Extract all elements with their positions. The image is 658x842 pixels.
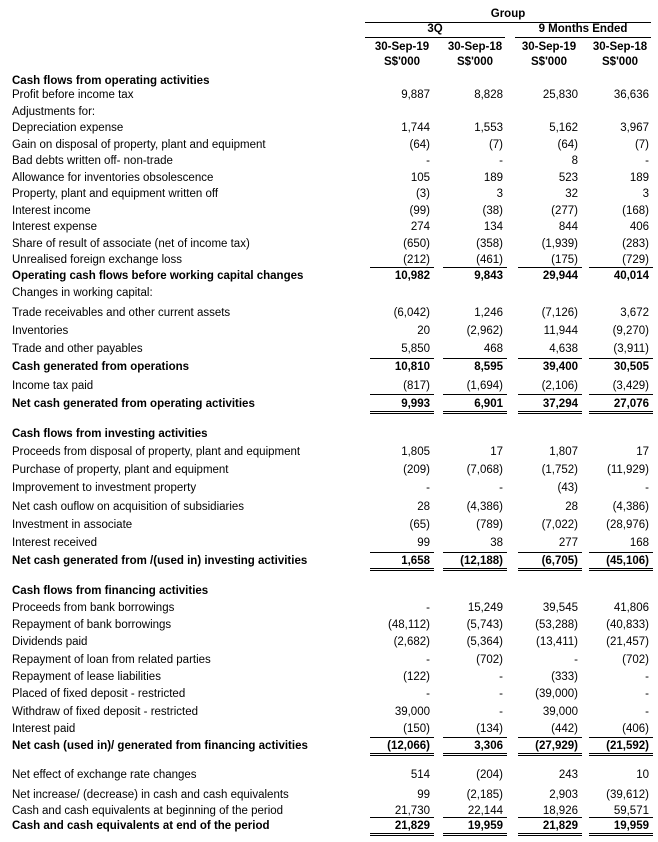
row-value-col-0: 514 (410, 769, 430, 781)
row-value-col-3: (21,457) (606, 636, 649, 648)
row-value-col-1: 3,306 (474, 740, 503, 752)
table-row (0, 517, 658, 533)
table-row (0, 236, 658, 252)
row-value-col-0: 105 (410, 172, 430, 184)
row-value-col-1: 134 (483, 221, 503, 233)
row-value-col-0: (64) (409, 139, 430, 151)
row-value-col-3: (7) (634, 139, 649, 151)
row-value-col-2: 844 (558, 221, 578, 233)
row-value-col-3: (40,833) (606, 619, 649, 631)
row-value-col-2: 32 (565, 188, 578, 200)
table-row (0, 378, 658, 394)
table-row (0, 341, 658, 357)
row-value-col-1: 15,249 (467, 602, 503, 614)
row-value-col-1: (702) (476, 654, 503, 666)
rule-line (443, 568, 507, 571)
row-label: Improvement to investment property (12, 482, 197, 494)
row-value-col-0: (3) (415, 188, 430, 200)
rule-line (370, 394, 434, 395)
row-value-col-1: (12,188) (460, 555, 503, 567)
row-value-col-1: 9,843 (474, 270, 503, 282)
row-value-col-3: - (645, 482, 649, 494)
rule-line (443, 267, 507, 268)
row-label: Cash flows from investing activities (12, 428, 208, 440)
row-value-col-2: 39,000 (542, 706, 578, 718)
table-row (0, 305, 658, 321)
row-value-col-3: (3,911) (613, 343, 649, 355)
row-value-col-1: 8,595 (474, 361, 503, 373)
rule-line (370, 267, 434, 268)
row-label: Repayment of loan from related parties (12, 654, 211, 666)
table-row (0, 600, 658, 616)
rule-line (370, 737, 434, 738)
table-row (0, 359, 658, 375)
row-value-col-3: 30,505 (613, 361, 649, 373)
row-value-col-0: 28 (417, 501, 430, 513)
row-value-col-3: 40,014 (613, 270, 649, 282)
period-3q-underline (365, 37, 505, 38)
row-value-col-0: 20 (417, 325, 430, 337)
row-value-col-1: 189 (483, 172, 503, 184)
row-value-col-3: 19,959 (613, 820, 649, 832)
row-value-col-3: (4,386) (612, 501, 649, 513)
row-label: Trade receivables and other current assets (12, 307, 231, 319)
row-value-col-2: (1,939) (541, 238, 578, 250)
row-value-col-0: - (426, 155, 430, 167)
row-value-col-0: 21,730 (394, 805, 430, 817)
row-label: Adjustments for: (12, 106, 96, 118)
row-value-col-2: (13,411) (536, 636, 578, 648)
row-value-col-3: (3,429) (612, 380, 649, 392)
rule-line (443, 358, 507, 359)
table-row (0, 426, 658, 442)
table-row (0, 617, 658, 633)
table-row (0, 480, 658, 496)
table-row (0, 285, 658, 301)
table-row (0, 170, 658, 186)
col-date-0: 30-Sep-19 (374, 41, 430, 53)
row-value-col-0: - (426, 482, 430, 494)
table-row (0, 634, 658, 650)
row-value-col-2: (6,705) (541, 555, 578, 567)
row-value-col-1: (38) (482, 205, 503, 217)
row-value-col-2: 5,162 (549, 122, 578, 134)
row-value-col-2: 37,294 (542, 398, 578, 410)
rule-line (370, 817, 434, 818)
row-value-col-1: (2,185) (466, 789, 503, 801)
row-label: Property, plant and equipment written off (12, 188, 219, 200)
table-row (0, 721, 658, 737)
row-label: Gain on disposal of property, plant and equipment (12, 139, 266, 151)
rule-line (370, 833, 434, 836)
row-value-col-3: 406 (629, 221, 649, 233)
row-value-col-2: 523 (558, 172, 578, 184)
row-value-col-0: - (426, 602, 430, 614)
row-value-col-1: 17 (490, 446, 503, 458)
row-label: Cash flows from financing activities (12, 585, 209, 597)
row-value-col-1: 468 (483, 343, 503, 355)
row-label: Proceeds from disposal of property, plant and equipment (12, 446, 301, 458)
rule-line (589, 267, 653, 268)
rule-line (589, 737, 653, 738)
row-value-col-0: (12,066) (387, 740, 430, 752)
table-row (0, 186, 658, 202)
row-label: Profit before income tax (12, 89, 134, 101)
col-unit-3: S$'000 (602, 56, 638, 68)
row-value-col-0: 1,805 (401, 446, 430, 458)
rule-line (589, 394, 653, 395)
row-value-col-2: (7,126) (541, 307, 578, 319)
table-row (0, 268, 658, 284)
rule-line (518, 753, 582, 756)
row-value-col-3: 10 (636, 769, 649, 781)
period-3q-header: 3Q (427, 23, 443, 35)
row-label: Inventories (12, 325, 69, 337)
rule-line (518, 411, 582, 414)
col-date-3: 30-Sep-18 (592, 41, 648, 53)
rule-line (443, 394, 507, 395)
row-value-col-0: 10,982 (394, 270, 430, 282)
row-value-col-2: 11,944 (543, 325, 578, 337)
row-value-col-1: - (499, 671, 503, 683)
table-row (0, 535, 658, 551)
row-label: Proceeds from bank borrowings (12, 602, 175, 614)
row-value-col-3: 3 (642, 188, 649, 200)
rule-line (370, 753, 434, 756)
table-row (0, 652, 658, 668)
row-label: Cash flows from operating activities (12, 75, 210, 87)
rule-line (443, 411, 507, 414)
row-label: Repayment of bank borrowings (12, 619, 172, 631)
row-value-col-3: (729) (622, 254, 649, 266)
row-value-col-3: 41,806 (613, 602, 649, 614)
row-value-col-0: 21,829 (394, 820, 430, 832)
row-value-col-0: (48,112) (388, 619, 430, 631)
row-value-col-2: 1,807 (549, 446, 578, 458)
row-value-col-1: 38 (490, 537, 503, 549)
row-value-col-1: - (499, 688, 503, 700)
row-label: Net cash generated from /(used in) investing activities (12, 555, 308, 567)
row-value-col-0: (99) (409, 205, 430, 217)
row-value-col-2: 29,944 (542, 270, 578, 282)
row-label: Income tax paid (12, 380, 94, 392)
table-row (0, 87, 658, 103)
row-label: Share of result of associate (net of income tax) (12, 238, 250, 250)
table-row (0, 444, 658, 460)
row-value-col-0: (150) (403, 723, 430, 735)
rule-line (518, 833, 582, 836)
row-value-col-1: (358) (476, 238, 503, 250)
table-row (0, 153, 658, 169)
row-value-col-0: 5,850 (401, 343, 430, 355)
row-value-col-3: (28,976) (606, 519, 649, 531)
col-unit-1: S$'000 (457, 56, 493, 68)
row-label: Operating cash flows before working capital changes (12, 270, 304, 282)
row-value-col-3: (45,106) (606, 555, 649, 567)
table-row (0, 704, 658, 720)
table-row (0, 787, 658, 803)
rule-line (370, 411, 434, 414)
row-value-col-0: (6,042) (393, 307, 430, 319)
rule-line (589, 753, 653, 756)
row-value-col-3: (9,270) (612, 325, 649, 337)
row-label: Unrealised foreign exchange loss (12, 254, 183, 266)
row-value-col-1: (7,068) (466, 464, 503, 476)
table-row (0, 553, 658, 569)
table-row (0, 203, 658, 219)
row-value-col-2: (333) (551, 671, 578, 683)
row-value-col-1: - (499, 706, 503, 718)
row-value-col-2: 2,903 (549, 789, 578, 801)
row-value-col-1: (5,743) (466, 619, 503, 631)
row-value-col-1: (4,386) (466, 501, 503, 513)
table-row (0, 396, 658, 412)
row-label: Dividends paid (12, 636, 88, 648)
row-value-col-3: 27,076 (613, 398, 649, 410)
row-value-col-1: 3 (496, 188, 503, 200)
table-row (0, 686, 658, 702)
row-value-col-0: (817) (403, 380, 430, 392)
table-row (0, 120, 658, 136)
row-label: Placed of fixed deposit - restricted (12, 688, 186, 700)
row-value-col-1: 19,959 (467, 820, 503, 832)
row-label: Interest income (12, 205, 91, 217)
row-value-col-2: (39,000) (535, 688, 578, 700)
col-date-1: 30-Sep-18 (447, 41, 503, 53)
row-value-col-0: (650) (403, 238, 430, 250)
rule-line (518, 358, 582, 359)
row-value-col-0: - (426, 654, 430, 666)
row-value-col-2: - (574, 654, 578, 666)
row-value-col-2: 39,400 (542, 361, 578, 373)
row-value-col-3: 168 (629, 537, 649, 549)
period-9m-underline (515, 37, 651, 38)
row-value-col-1: 1,553 (474, 122, 503, 134)
rule-line (370, 552, 434, 553)
row-value-col-2: 8 (571, 155, 578, 167)
row-label: Depreciation expense (12, 122, 124, 134)
row-value-col-0: 274 (410, 221, 430, 233)
row-value-col-1: (7) (488, 139, 503, 151)
rule-line (589, 817, 653, 818)
period-9m-header: 9 Months Ended (538, 23, 628, 35)
row-label: Purchase of property, plant and equipment (12, 464, 229, 476)
row-value-col-0: 9,887 (401, 89, 430, 101)
row-value-col-3: (168) (622, 205, 649, 217)
row-value-col-3: (702) (622, 654, 649, 666)
row-value-col-0: (2,682) (393, 636, 430, 648)
table-row (0, 767, 658, 783)
row-value-col-3: 3,967 (620, 122, 649, 134)
rule-line (589, 411, 653, 414)
row-value-col-0: 1,658 (401, 555, 430, 567)
row-value-col-1: (5,364) (466, 636, 503, 648)
row-value-col-1: (134) (476, 723, 503, 735)
row-value-col-1: - (499, 482, 503, 494)
row-value-col-3: (406) (622, 723, 649, 735)
row-value-col-2: 18,926 (542, 805, 578, 817)
row-value-col-2: 25,830 (542, 89, 578, 101)
row-label: Interest paid (12, 723, 76, 735)
rule-line (443, 552, 507, 553)
rule-line (518, 817, 582, 818)
row-value-col-1: (461) (476, 254, 503, 266)
row-value-col-1: 6,901 (474, 398, 503, 410)
row-value-col-2: 4,638 (549, 343, 578, 355)
rule-line (589, 568, 653, 571)
row-value-col-2: (53,288) (535, 619, 578, 631)
row-label: Investment in associate (12, 519, 133, 531)
row-value-col-2: 243 (558, 769, 578, 781)
row-value-col-0: 39,000 (394, 706, 430, 718)
row-value-col-2: (277) (551, 205, 578, 217)
row-value-col-3: (283) (622, 238, 649, 250)
row-label: Cash and cash equivalents at beginning of the period (12, 805, 284, 817)
rule-line (518, 737, 582, 738)
row-value-col-1: - (499, 155, 503, 167)
row-value-col-2: (2,106) (541, 380, 578, 392)
row-value-col-0: 99 (417, 789, 430, 801)
table-row (0, 738, 658, 754)
row-value-col-2: (1,752) (541, 464, 578, 476)
rule-line (518, 552, 582, 553)
row-value-col-3: - (645, 155, 649, 167)
table-row (0, 137, 658, 153)
row-value-col-0: 1,744 (401, 122, 430, 134)
row-value-col-3: (39,612) (606, 789, 649, 801)
row-value-col-1: (789) (476, 519, 503, 531)
table-row (0, 462, 658, 478)
table-row (0, 252, 658, 268)
rule-line (589, 833, 653, 836)
table-row (0, 818, 658, 834)
row-value-col-2: (43) (557, 482, 578, 494)
row-value-col-0: (209) (403, 464, 430, 476)
row-value-col-0: 10,810 (394, 361, 430, 373)
row-label: Bad debts written off- non-trade (12, 155, 173, 167)
row-value-col-1: (2,962) (466, 325, 503, 337)
row-label: Net cash (used in)/ generated from financing activities (12, 740, 308, 752)
row-value-col-3: (11,929) (607, 464, 649, 476)
row-label: Allowance for inventories obsolescence (12, 172, 214, 184)
row-label: Net cash generated from operating activities (12, 398, 255, 410)
rule-line (370, 358, 434, 359)
row-value-col-1: 8,828 (474, 89, 503, 101)
table-row (0, 499, 658, 515)
row-value-col-2: (175) (551, 254, 578, 266)
rule-line (589, 358, 653, 359)
row-label: Interest received (12, 537, 98, 549)
row-label: Repayment of lease liabilities (12, 671, 161, 683)
rule-line (518, 267, 582, 268)
row-label: Cash and cash equivalents at end of the period (12, 820, 270, 832)
table-row (0, 219, 658, 235)
col-unit-0: S$'000 (384, 56, 420, 68)
row-value-col-3: 59,571 (613, 805, 649, 817)
row-value-col-3: - (645, 706, 649, 718)
rule-line (518, 394, 582, 395)
row-value-col-2: (27,929) (535, 740, 578, 752)
row-value-col-2: 28 (565, 501, 578, 513)
rule-line (370, 568, 434, 571)
row-value-col-2: 39,545 (542, 602, 578, 614)
row-value-col-0: (65) (409, 519, 430, 531)
rule-line (589, 552, 653, 553)
row-value-col-1: 22,144 (467, 805, 503, 817)
row-label: Withdraw of fixed deposit - restricted (12, 706, 198, 718)
col-date-2: 30-Sep-19 (521, 41, 577, 53)
row-value-col-1: (1,694) (466, 380, 503, 392)
row-value-col-3: 17 (636, 446, 649, 458)
rule-line (443, 737, 507, 738)
table-row (0, 104, 658, 120)
row-label: Changes in working capital: (12, 287, 153, 299)
rule-line (518, 568, 582, 571)
row-label: Interest expense (12, 221, 98, 233)
row-value-col-0: 99 (417, 537, 430, 549)
group-header: Group (490, 8, 526, 20)
row-value-col-2: (442) (551, 723, 578, 735)
row-value-col-0: - (426, 688, 430, 700)
row-label: Cash generated from operations (12, 361, 190, 373)
row-value-col-3: - (645, 688, 649, 700)
table-row (0, 323, 658, 339)
col-unit-2: S$'000 (531, 56, 567, 68)
row-label: Net effect of exchange rate changes (12, 769, 197, 781)
rule-line (443, 833, 507, 836)
row-value-col-2: 21,829 (542, 820, 578, 832)
row-value-col-2: (7,022) (541, 519, 578, 531)
row-value-col-3: 3,672 (620, 307, 649, 319)
row-label: Net cash ouflow on acquisition of subsidiaries (12, 501, 245, 513)
row-value-col-3: - (645, 671, 649, 683)
row-value-col-1: 1,246 (474, 307, 503, 319)
row-value-col-2: 277 (558, 537, 578, 549)
row-value-col-0: (122) (403, 671, 430, 683)
row-value-col-3: 189 (629, 172, 649, 184)
row-value-col-0: (212) (403, 254, 430, 266)
row-label: Trade and other payables (12, 343, 143, 355)
table-row (0, 669, 658, 685)
row-value-col-3: 36,636 (613, 89, 649, 101)
rule-line (443, 817, 507, 818)
row-label: Net increase/ (decrease) in cash and cash equivalents (12, 789, 289, 801)
row-value-col-2: (64) (557, 139, 578, 151)
row-value-col-0: 9,993 (401, 398, 430, 410)
row-value-col-1: (204) (476, 769, 503, 781)
rule-line (443, 753, 507, 756)
row-value-col-3: (21,592) (606, 740, 649, 752)
table-row (0, 583, 658, 599)
